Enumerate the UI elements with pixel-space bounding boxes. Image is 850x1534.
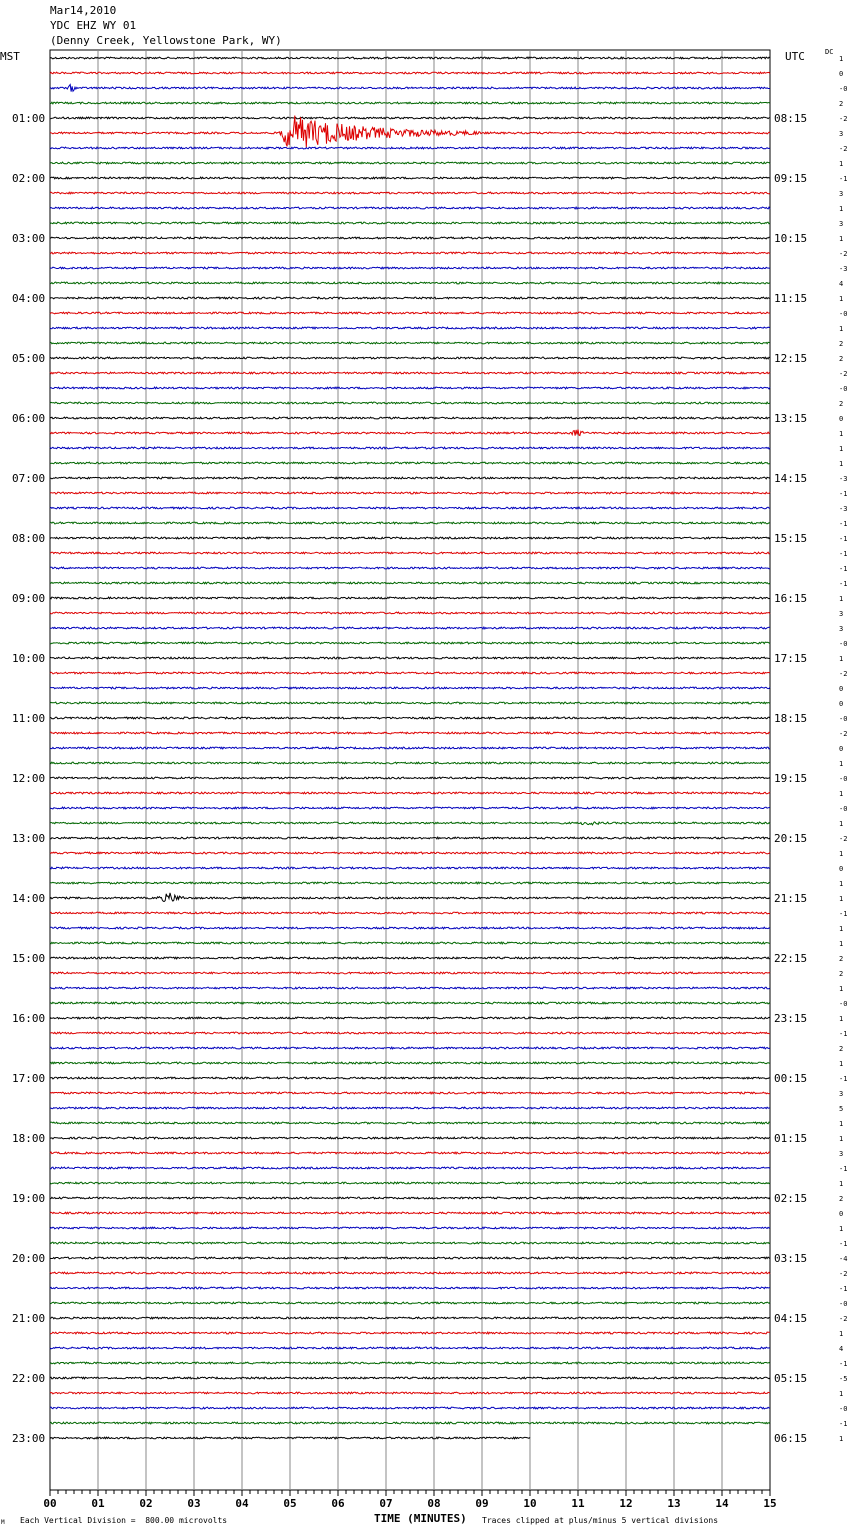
hour-label-mst: 14:00 xyxy=(12,892,46,905)
seismic-trace xyxy=(50,387,770,389)
x-tick-label: 09 xyxy=(475,1497,489,1510)
x-axis-label: TIME (MINUTES) xyxy=(374,1512,467,1525)
seismic-trace xyxy=(50,192,770,194)
seismic-trace xyxy=(50,1227,770,1229)
dc-offset-value: -4 xyxy=(839,1255,848,1263)
dc-offset-value: 0 xyxy=(839,685,844,693)
dc-offset-value: -1 xyxy=(839,1420,848,1428)
hour-label-mst: 09:00 xyxy=(12,592,46,605)
seismic-trace xyxy=(50,717,770,719)
seismic-trace xyxy=(50,597,770,599)
hour-label-mst: 16:00 xyxy=(12,1012,46,1025)
dc-offset-value: 3 xyxy=(839,610,844,618)
seismic-trace xyxy=(50,1077,770,1079)
hour-label-mst: 07:00 xyxy=(12,472,46,485)
seismic-trace xyxy=(50,72,770,74)
hour-label-mst: 10:00 xyxy=(12,652,46,665)
seismic-trace xyxy=(50,312,770,314)
seismic-trace xyxy=(50,792,770,794)
seismic-trace xyxy=(50,777,770,779)
x-tick-label: 05 xyxy=(283,1497,297,1510)
dc-offset-value: -2 xyxy=(839,115,848,123)
dc-offset-value: 3 xyxy=(839,1090,844,1098)
dc-offset-value: -0 xyxy=(839,1300,848,1308)
dc-offset-value: 1 xyxy=(839,1330,844,1338)
dc-offset-value: 1 xyxy=(839,1180,844,1188)
left-timezone-label: MST xyxy=(0,50,20,63)
dc-offset-value: -0 xyxy=(839,775,848,783)
seismic-trace xyxy=(50,1062,770,1064)
dc-offset-value: 1 xyxy=(839,1435,844,1443)
dc-offset-value: 3 xyxy=(839,1150,844,1158)
dc-offset-value: -2 xyxy=(839,670,848,678)
hour-label-utc: 02:15 xyxy=(774,1192,808,1205)
hour-label-utc: 17:15 xyxy=(774,652,808,665)
seismic-trace xyxy=(50,972,770,974)
hour-label-utc: 04:15 xyxy=(774,1312,808,1325)
dc-offset-value: 2 xyxy=(839,1045,844,1053)
dc-offset-value: 2 xyxy=(839,100,844,108)
hour-label-mst: 06:00 xyxy=(12,412,46,425)
seismic-trace xyxy=(50,282,770,284)
hour-label-utc: 18:15 xyxy=(774,712,808,725)
hour-label-utc: 19:15 xyxy=(774,772,808,785)
dc-offset-value: 1 xyxy=(839,1120,844,1128)
hour-label-utc: 21:15 xyxy=(774,892,808,905)
dc-offset-value: 1 xyxy=(839,880,844,888)
x-tick-label: 01 xyxy=(91,1497,105,1510)
seismic-trace xyxy=(50,297,770,299)
hour-label-mst: 02:00 xyxy=(12,172,46,185)
seismic-trace xyxy=(50,893,770,902)
dc-offset-value: -3 xyxy=(839,475,848,483)
seismic-trace xyxy=(50,867,770,869)
seismic-trace xyxy=(50,1317,770,1319)
seismic-trace xyxy=(50,1257,770,1259)
dc-offset-value: 1 xyxy=(839,1225,844,1233)
hour-label-mst: 05:00 xyxy=(12,352,46,365)
seismic-trace xyxy=(50,116,770,148)
dc-offset-value: 5 xyxy=(839,1105,844,1113)
seismic-trace xyxy=(50,987,770,989)
dc-offset-value: -0 xyxy=(839,310,848,318)
dc-offset-value: 1 xyxy=(839,430,844,438)
dc-offset-value: -1 xyxy=(839,910,848,918)
station-location: (Denny Creek, Yellowstone Park, WY) xyxy=(50,34,282,47)
hour-label-utc: 10:15 xyxy=(774,232,808,245)
dc-offset-value: 0 xyxy=(839,700,844,708)
dc-offset-value: 1 xyxy=(839,55,844,63)
clip-note: Traces clipped at plus/minus 5 vertical divisions xyxy=(482,1516,719,1525)
dc-offset-value: -3 xyxy=(839,265,848,273)
scale-note: Each Vertical Division = 800.00 microvolts xyxy=(20,1516,228,1525)
chart-date: Mar14,2010 xyxy=(50,4,117,17)
hour-label-mst: 04:00 xyxy=(12,292,46,305)
seismic-trace xyxy=(50,732,770,734)
dc-offset-value: 2 xyxy=(839,400,844,408)
dc-offset-value: 0 xyxy=(839,415,844,423)
seismic-trace xyxy=(50,1347,770,1349)
dc-offset-value: -0 xyxy=(839,715,848,723)
dc-offset-header: DC xyxy=(825,48,834,56)
seismic-trace xyxy=(50,402,770,404)
right-timezone-label: UTC xyxy=(785,50,805,63)
seismic-trace xyxy=(50,462,770,464)
dc-offset-value: -1 xyxy=(839,1360,848,1368)
dc-offset-value: 0 xyxy=(839,745,844,753)
hour-label-mst: 08:00 xyxy=(12,532,46,545)
seismic-trace xyxy=(50,672,770,674)
dc-offset-value: 1 xyxy=(839,1015,844,1023)
seismic-trace xyxy=(50,357,770,359)
hour-label-utc: 01:15 xyxy=(774,1132,808,1145)
dc-offset-value: 1 xyxy=(839,820,844,828)
seismic-trace xyxy=(50,85,770,92)
hour-label-mst: 13:00 xyxy=(12,832,46,845)
seismic-trace xyxy=(50,1212,770,1214)
dc-offset-value: -2 xyxy=(839,250,848,258)
seismic-trace xyxy=(50,1092,770,1094)
x-tick-label: 11 xyxy=(571,1497,585,1510)
hour-label-mst: 01:00 xyxy=(12,112,46,125)
dc-offset-value: 4 xyxy=(839,1345,844,1353)
dc-offset-value: 0 xyxy=(839,1210,844,1218)
hour-label-utc: 15:15 xyxy=(774,532,808,545)
dc-offset-value: -0 xyxy=(839,805,848,813)
seismic-trace xyxy=(50,852,770,854)
hour-label-utc: 09:15 xyxy=(774,172,808,185)
seismic-trace xyxy=(50,1407,770,1409)
seismic-trace xyxy=(50,207,770,209)
seismic-trace xyxy=(50,627,770,629)
station-id: YDC EHZ WY 01 xyxy=(50,19,137,32)
seismic-trace xyxy=(50,102,770,104)
dc-offset-value: -1 xyxy=(839,1075,848,1083)
seismic-trace xyxy=(50,567,770,569)
seismic-trace xyxy=(50,447,770,449)
dc-offset-value: -0 xyxy=(839,640,848,648)
dc-offset-value: 3 xyxy=(839,220,844,228)
x-tick-label: 13 xyxy=(667,1497,681,1510)
dc-offset-value: -1 xyxy=(839,550,848,558)
dc-offset-value: 1 xyxy=(839,760,844,768)
seismic-trace xyxy=(50,117,770,119)
x-tick-label: 02 xyxy=(139,1497,153,1510)
seismic-trace xyxy=(50,177,770,179)
seismic-trace xyxy=(50,837,770,839)
seismic-trace xyxy=(50,1122,770,1124)
seismic-trace xyxy=(50,522,770,524)
x-tick-label: 06 xyxy=(331,1497,345,1510)
dc-offset-value: 1 xyxy=(839,985,844,993)
seismic-trace xyxy=(50,747,770,749)
dc-offset-value: -2 xyxy=(839,835,848,843)
seismic-trace xyxy=(50,57,770,59)
seismic-trace xyxy=(50,1182,770,1184)
dc-offset-value: 2 xyxy=(839,340,844,348)
seismic-trace xyxy=(50,417,770,419)
dc-offset-value: -1 xyxy=(839,1240,848,1248)
seismic-trace xyxy=(50,1137,770,1139)
dc-offset-value: -2 xyxy=(839,145,848,153)
seismic-trace xyxy=(50,342,770,344)
x-tick-label: 03 xyxy=(187,1497,201,1510)
hour-label-utc: 16:15 xyxy=(774,592,808,605)
dc-offset-value: -1 xyxy=(839,490,848,498)
seismic-trace xyxy=(50,762,770,764)
dc-offset-value: -2 xyxy=(839,730,848,738)
dc-offset-value: 1 xyxy=(839,655,844,663)
x-tick-label: 12 xyxy=(619,1497,633,1510)
dc-offset-value: 1 xyxy=(839,295,844,303)
hour-label-mst: 21:00 xyxy=(12,1312,46,1325)
seismic-trace xyxy=(50,912,770,914)
x-tick-label: 07 xyxy=(379,1497,393,1510)
hour-label-mst: 03:00 xyxy=(12,232,46,245)
seismic-trace xyxy=(50,492,770,494)
dc-offset-value: -1 xyxy=(839,520,848,528)
seismic-trace xyxy=(50,1242,770,1244)
dc-offset-value: 1 xyxy=(839,445,844,453)
dc-offset-value: -1 xyxy=(839,1165,848,1173)
x-tick-label: 08 xyxy=(427,1497,441,1510)
seismic-trace xyxy=(50,807,770,809)
dc-offset-value: -0 xyxy=(839,85,848,93)
seismic-trace xyxy=(50,1002,770,1004)
hour-label-utc: 08:15 xyxy=(774,112,808,125)
dc-offset-value: 0 xyxy=(839,865,844,873)
dc-offset-value: -2 xyxy=(839,1270,848,1278)
dc-offset-value: 1 xyxy=(839,1060,844,1068)
seismic-trace xyxy=(50,1392,770,1394)
dc-offset-value: 1 xyxy=(839,940,844,948)
seismic-trace xyxy=(50,237,770,239)
seismic-trace xyxy=(50,1152,770,1154)
seismic-trace xyxy=(50,822,770,825)
hour-label-utc: 11:15 xyxy=(774,292,808,305)
dc-offset-value: 3 xyxy=(839,190,844,198)
seismic-trace xyxy=(50,1017,770,1019)
dc-offset-value: 1 xyxy=(839,850,844,858)
dc-offset-value: 1 xyxy=(839,325,844,333)
dc-offset-value: -1 xyxy=(839,175,848,183)
dc-offset-value: -0 xyxy=(839,1000,848,1008)
hour-label-utc: 13:15 xyxy=(774,412,808,425)
x-tick-label: 04 xyxy=(235,1497,249,1510)
hour-label-utc: 00:15 xyxy=(774,1072,808,1085)
hour-label-utc: 23:15 xyxy=(774,1012,808,1025)
dc-offset-value: 2 xyxy=(839,355,844,363)
seismic-trace xyxy=(50,1287,770,1289)
dc-offset-value: -1 xyxy=(839,1030,848,1038)
hour-label-mst: 17:00 xyxy=(12,1072,46,1085)
dc-offset-value: 4 xyxy=(839,280,844,288)
seismic-trace xyxy=(50,327,770,329)
dc-offset-value: 1 xyxy=(839,925,844,933)
hour-label-utc: 03:15 xyxy=(774,1252,808,1265)
x-tick-label: 15 xyxy=(763,1497,777,1510)
dc-offset-value: 1 xyxy=(839,1135,844,1143)
dc-offset-value: 3 xyxy=(839,625,844,633)
dc-offset-value: 2 xyxy=(839,955,844,963)
seismic-trace xyxy=(50,162,770,164)
x-tick-label: 10 xyxy=(523,1497,537,1510)
seismic-trace xyxy=(50,252,770,254)
seismic-trace xyxy=(50,430,770,436)
seismic-trace xyxy=(50,1272,770,1274)
seismic-trace xyxy=(50,537,770,539)
dc-offset-value: 2 xyxy=(839,1195,844,1203)
seismic-trace xyxy=(50,942,770,944)
x-tick-label: 14 xyxy=(715,1497,729,1510)
seismic-trace xyxy=(50,477,770,479)
dc-offset-value: 3 xyxy=(839,130,844,138)
seismic-trace xyxy=(50,552,770,554)
seismic-trace xyxy=(50,1377,770,1379)
dc-offset-value: 1 xyxy=(839,895,844,903)
dc-offset-value: -1 xyxy=(839,565,848,573)
corner-mark: M xyxy=(1,1519,5,1526)
hour-label-utc: 06:15 xyxy=(774,1432,808,1445)
dc-offset-value: -5 xyxy=(839,1375,848,1383)
hour-label-utc: 12:15 xyxy=(774,352,808,365)
dc-offset-value: 2 xyxy=(839,970,844,978)
seismic-trace xyxy=(50,882,770,884)
dc-offset-value: 1 xyxy=(839,160,844,168)
seismic-trace xyxy=(50,147,770,149)
seismic-trace xyxy=(50,657,770,659)
seismic-trace xyxy=(50,1362,770,1364)
hour-label-mst: 23:00 xyxy=(12,1432,46,1445)
dc-offset-value: -1 xyxy=(839,535,848,543)
dc-offset-value: 1 xyxy=(839,235,844,243)
dc-offset-value: -3 xyxy=(839,505,848,513)
dc-offset-value: -2 xyxy=(839,370,848,378)
seismic-trace xyxy=(50,1197,770,1199)
hour-label-mst: 15:00 xyxy=(12,952,46,965)
seismic-trace xyxy=(50,222,770,224)
seismic-trace xyxy=(50,1302,770,1304)
seismic-trace xyxy=(50,507,770,509)
seismic-trace xyxy=(50,687,770,689)
hour-label-utc: 20:15 xyxy=(774,832,808,845)
hour-label-mst: 18:00 xyxy=(12,1132,46,1145)
dc-offset-value: -0 xyxy=(839,1405,848,1413)
dc-offset-value: -1 xyxy=(839,1285,848,1293)
hour-label-mst: 11:00 xyxy=(12,712,46,725)
seismic-trace xyxy=(50,642,770,644)
x-tick-label: 00 xyxy=(43,1497,57,1510)
dc-offset-value: 1 xyxy=(839,595,844,603)
seismic-trace xyxy=(50,1047,770,1049)
seismic-trace xyxy=(50,267,770,269)
seismic-trace xyxy=(50,1167,770,1169)
dc-offset-value: 1 xyxy=(839,460,844,468)
seismic-trace xyxy=(50,1422,770,1424)
seismic-trace xyxy=(50,1332,770,1334)
seismic-trace xyxy=(50,702,770,704)
seismic-trace xyxy=(50,582,770,584)
hour-label-mst: 12:00 xyxy=(12,772,46,785)
seismic-trace xyxy=(50,957,770,959)
hour-label-mst: 22:00 xyxy=(12,1372,46,1385)
hour-label-mst: 20:00 xyxy=(12,1252,46,1265)
hour-label-utc: 22:15 xyxy=(774,952,808,965)
dc-offset-value: 0 xyxy=(839,70,844,78)
dc-offset-value: 1 xyxy=(839,1390,844,1398)
seismic-trace xyxy=(50,927,770,929)
dc-offset-value: 1 xyxy=(839,790,844,798)
dc-offset-value: -1 xyxy=(839,580,848,588)
dc-offset-value: 1 xyxy=(839,205,844,213)
hour-label-utc: 05:15 xyxy=(774,1372,808,1385)
hour-label-mst: 19:00 xyxy=(12,1192,46,1205)
dc-offset-value: -2 xyxy=(839,1315,848,1323)
hour-label-utc: 14:15 xyxy=(774,472,808,485)
seismic-trace xyxy=(50,1107,770,1109)
dc-offset-value: -0 xyxy=(839,385,848,393)
seismic-trace xyxy=(50,1032,770,1034)
seismic-trace xyxy=(50,612,770,614)
seismic-trace xyxy=(50,372,770,374)
